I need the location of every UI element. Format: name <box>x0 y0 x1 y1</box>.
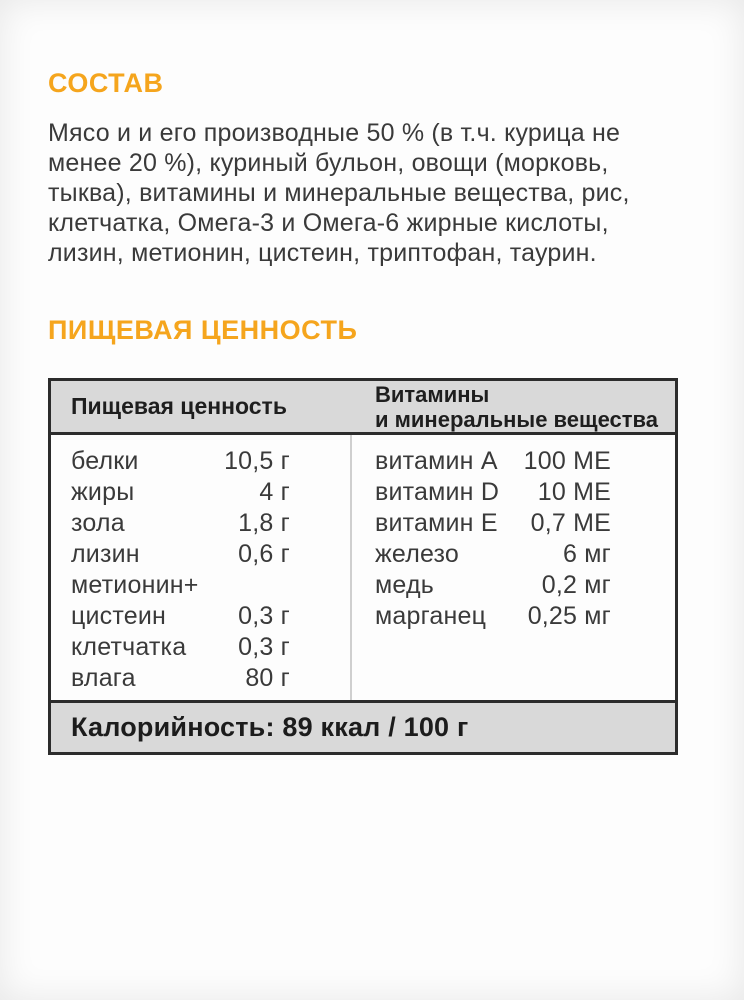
row-value: 1,8 г <box>238 509 290 537</box>
table-row <box>71 477 290 508</box>
table-header-vitamins <box>352 381 675 432</box>
row-value: 80 г <box>245 664 290 692</box>
vitamins-column <box>352 435 675 700</box>
row-label: медь <box>375 571 434 599</box>
table-row <box>71 663 290 694</box>
row-value: 10 МЕ <box>537 478 611 506</box>
row-label: метионин+ <box>71 571 199 599</box>
row-label: жиры <box>71 478 135 506</box>
row-value: 0,3 г <box>238 602 290 630</box>
nutrition-section <box>48 315 700 755</box>
nutrition-table <box>48 378 678 755</box>
table-header-vitamins-line1: Витамины <box>375 381 490 407</box>
table-row <box>375 508 611 539</box>
calories-text: Калорийность: 89 ккал / 100 г <box>71 712 469 742</box>
table-row <box>71 446 290 477</box>
row-value: 6 мг <box>563 540 611 568</box>
row-label: цистеин <box>71 602 167 630</box>
composition-text: Мясо и и его производные 50 % (в т.ч. курица не менее 20 %), куриный бульон, овощи (морковь, тыква), витамины и минеральные вещества, рис, клетчатка, Омега-3 и Омега-6 жирные кислоты, лизин, метионин, цистеин, триптофан, таурин. <box>48 119 630 267</box>
nutrition-column <box>51 435 352 700</box>
calories-row <box>51 700 675 752</box>
row-label: белки <box>71 447 139 475</box>
row-value <box>282 570 290 601</box>
table-row <box>71 539 290 570</box>
nutrition-heading: ПИЩЕВАЯ ЦЕННОСТЬ <box>48 315 358 345</box>
row-value: 0,3 г <box>238 633 290 661</box>
row-label: влага <box>71 664 136 692</box>
row-label: лизин <box>71 540 140 568</box>
row-label: железо <box>375 540 460 568</box>
row-label: марганец <box>375 602 487 630</box>
table-row <box>375 477 611 508</box>
row-label: витамин D <box>375 478 500 506</box>
row-value: 0,6 г <box>238 540 290 568</box>
table-row <box>71 601 290 632</box>
table-header-nutrition: Пищевая ценность <box>71 393 287 419</box>
row-label: зола <box>71 509 125 537</box>
row-value: 100 МЕ <box>523 447 611 475</box>
row-value: 0,7 МЕ <box>530 509 611 537</box>
row-label: витамин A <box>375 447 498 475</box>
table-row <box>71 570 290 601</box>
row-value: 0,25 мг <box>527 602 611 630</box>
row-label: клетчатка <box>71 633 187 661</box>
row-label: витамин E <box>375 509 498 537</box>
table-row <box>375 446 611 477</box>
row-value: 0,2 мг <box>541 571 611 599</box>
table-row <box>71 508 290 539</box>
table-row <box>71 632 290 663</box>
composition-section <box>48 68 700 268</box>
table-row <box>375 601 611 632</box>
row-value: 10,5 г <box>224 447 290 475</box>
composition-heading: СОСТАВ <box>48 68 164 98</box>
table-header-row <box>51 381 675 435</box>
table-header-vitamins-line2: и минеральные вещества <box>375 406 659 432</box>
table-body <box>51 435 675 700</box>
table-row <box>375 539 611 570</box>
row-value: 4 г <box>259 478 290 506</box>
table-row <box>375 570 611 601</box>
